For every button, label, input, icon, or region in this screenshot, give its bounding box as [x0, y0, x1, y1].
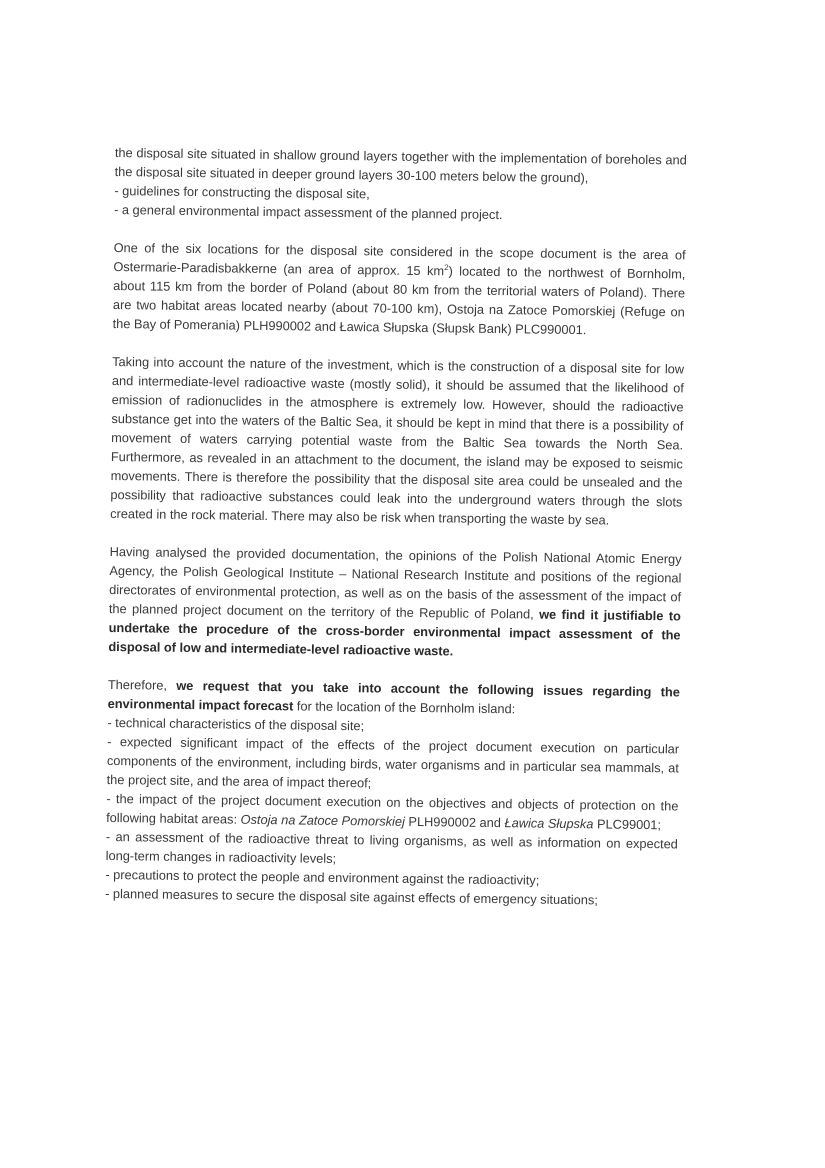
location-paragraph: [113, 238, 686, 340]
habitat-text-a: - the impact of the project document execution on the objectives and objects of protection on the following habitat areas:: [106, 790, 679, 827]
request-item-technical: - technical characteristics of the disposal site;: [107, 714, 365, 734]
superscript-two: 2: [444, 263, 449, 273]
intro-continuation-text: the disposal site situated in shallow ground layers together with the implementation of boreholes and the disposal site situated in deeper ground layers 30-100 meters below the ground),: [114, 144, 687, 186]
habitat-text-c: PLC99001;: [593, 816, 662, 833]
location-text-part2: ) located to the northwest of Bornholm, about 115 km from the border of Poland (about 80 km from the territorial waters of Poland). There are two habitat areas located nearby (about 70-100 km), Ostoja na Zatoce Pomorskiej (Refuge on the Bay of Pomerania) PLH990002 and Ławica Słupska (Słupsk Bank) PLC990001.: [112, 263, 686, 338]
location-text-part1: One of the six locations for the disposal site considered in the scope document is the area of Ostermarie-Paradisbakkerne (an area of approx. 15 km: [113, 239, 686, 279]
request-intro-a: Therefore,: [107, 676, 177, 693]
habitat-text-b: PLH990002 and: [404, 813, 505, 831]
request-item-emergency: - planned measures to secure the disposal site against effects of emergency situations;: [105, 885, 598, 908]
list-item-assessment: - a general environmental impact assessment of the planned project.: [114, 201, 503, 223]
analysis-text: Having analysed the provided documentation, the opinions of the Polish National Atomic Energy Agency, the Polish Geological Institute – National Research Institute and positions of the regional directorates of environmental protection, as well as on the basis of the assessment of the impact of the planned project document on the territory of the Republic of Poland,: [108, 543, 682, 622]
investment-paragraph: Taking into account the nature of the investment, which is the construction of a disposal site for low and intermediate-level radioactive waste (mostly solid), it should be assumed that the likelihood of emission of radionuclides in the atmosphere is extremely low. However, should the radioactive substance get into the waters of the Baltic Sea, it should be kept in mind that there is a possibility of movement of waters carrying potential waste from the Baltic Sea towards the North Sea. Furthermore, as revealed in an attachment to the document, the island may be exposed to seismic movements. There is therefore the possibility that the disposal site area could be unsealed and the possibility that radioactive substances could leak into the underground waters through the slots created in the rock material. There may also be risk when transporting the waste by sea.: [110, 353, 685, 528]
analysis-paragraph: [108, 542, 681, 663]
request-item-radioactive-threat: - an assessment of the radioactive threat to living organisms, as well as information on expected long-term changes in radioactivity levels;: [105, 828, 678, 866]
habitat-name-pomorskiej: Ostoja na Zatoce Pomorskiej: [240, 811, 406, 829]
request-item-precautions: - precautions to protect the people and environment against the radioactivity;: [105, 866, 540, 888]
analysis-conclusion-bold: we find it justifiable to undertake the procedure of the cross-border environmental impact assessment of the disposal of low and intermediate-level radioactive waste.: [108, 606, 681, 659]
document-body: [105, 143, 687, 910]
request-intro-bold: we request that you take into account the following issues regarding the environmental impact forecast: [107, 677, 680, 714]
list-item-guidelines: - guidelines for constructing the disposal site,: [114, 182, 370, 202]
habitat-name-slupska: Ławica Słupska: [504, 815, 594, 832]
request-item-impact: - expected significant impact of the effects of the project document execution on particular components of the environment, including birds, water organisms and in particular sea mammals, at the project site, and the area of impact thereof;: [106, 733, 680, 791]
request-intro-b: for the location of the Bornholm island:: [293, 698, 516, 717]
